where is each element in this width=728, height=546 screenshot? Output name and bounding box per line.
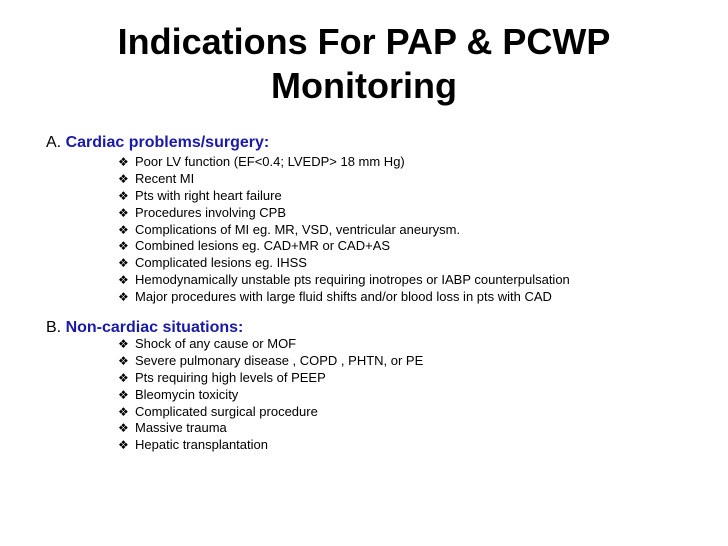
bullet-text: Massive trauma: [135, 420, 227, 436]
bullet-item: [118, 154, 570, 171]
diamond-bullet-icon: ❖: [118, 404, 129, 419]
bullet-item: [118, 205, 570, 222]
bullet-text: Bleomycin toxicity: [135, 386, 239, 402]
bullet-text: Combined lesions eg. CAD+MR or CAD+AS: [135, 238, 391, 254]
diamond-bullet-icon: ❖: [118, 155, 129, 169]
bullet-item: [118, 289, 570, 306]
diamond-bullet-icon: ❖: [118, 290, 129, 305]
bullet-item: [118, 387, 423, 404]
section-b-label: Non-cardiac situations:: [65, 319, 244, 336]
bullet-item: [118, 171, 570, 188]
bullet-item: [118, 404, 423, 421]
bullet-text: Major procedures with large fluid shifts and/or blood loss in pts with CAD: [135, 289, 552, 305]
bullet-text: Poor LV function (EF<0.4; LVEDP> 18 mm Hg): [135, 154, 405, 169]
diamond-bullet-icon: ❖: [118, 188, 129, 203]
diamond-bullet-icon: ❖: [118, 353, 129, 368]
bullet-item: [118, 420, 423, 437]
section-a-bullet-list: [118, 154, 570, 306]
diamond-bullet-icon: ❖: [118, 337, 129, 351]
diamond-bullet-icon: ❖: [118, 239, 129, 254]
bullet-item: [118, 222, 570, 239]
slide-title-line-2: Monitoring: [271, 65, 457, 106]
diamond-bullet-icon: ❖: [118, 273, 129, 288]
diamond-bullet-icon: ❖: [118, 205, 129, 220]
bullet-item: [118, 437, 423, 454]
bullet-text: Hepatic transplantation: [135, 437, 268, 453]
section-a-label: Cardiac problems/surgery:: [65, 134, 270, 151]
bullet-text: Complicated lesions eg. IHSS: [135, 255, 307, 271]
section-b-letter: B.: [46, 319, 62, 336]
section-b-heading: [46, 318, 243, 338]
section-b-bullet-list: [118, 336, 423, 454]
diamond-bullet-icon: ❖: [118, 370, 129, 385]
bullet-text: Complicated surgical procedure: [135, 403, 318, 419]
bullet-text: Procedures involving CPB: [135, 204, 287, 220]
diamond-bullet-icon: ❖: [118, 421, 129, 436]
diamond-bullet-icon: ❖: [118, 387, 129, 402]
bullet-text: Recent MI: [135, 170, 195, 186]
section-a-heading: [46, 133, 269, 153]
bullet-text: Complications of MI eg. MR, VSD, ventricular aneurysm.: [135, 221, 461, 237]
bullet-item: [118, 272, 570, 289]
bullet-item: [118, 255, 570, 272]
bullet-text: Pts requiring high levels of PEEP: [135, 369, 326, 385]
bullet-text: Pts with right heart failure: [135, 187, 282, 203]
diamond-bullet-icon: ❖: [118, 438, 129, 453]
slide-title-line-1: Indications For PAP & PCWP: [117, 21, 611, 62]
diamond-bullet-icon: ❖: [118, 222, 129, 237]
bullet-item: [118, 336, 423, 353]
bullet-item: [118, 353, 423, 370]
diamond-bullet-icon: ❖: [118, 171, 129, 186]
bullet-text: Hemodynamically unstable pts requiring inotropes or IABP counterpulsation: [135, 272, 570, 288]
bullet-item: [118, 188, 570, 205]
bullet-text: Severe pulmonary disease , COPD , PHTN, or PE: [135, 352, 424, 368]
bullet-item: [118, 370, 423, 387]
bullet-item: [118, 238, 570, 255]
bullet-text: Shock of any cause or MOF: [135, 336, 297, 351]
slide-title: [40, 20, 688, 108]
section-a-letter: A.: [46, 134, 62, 151]
diamond-bullet-icon: ❖: [118, 256, 129, 271]
